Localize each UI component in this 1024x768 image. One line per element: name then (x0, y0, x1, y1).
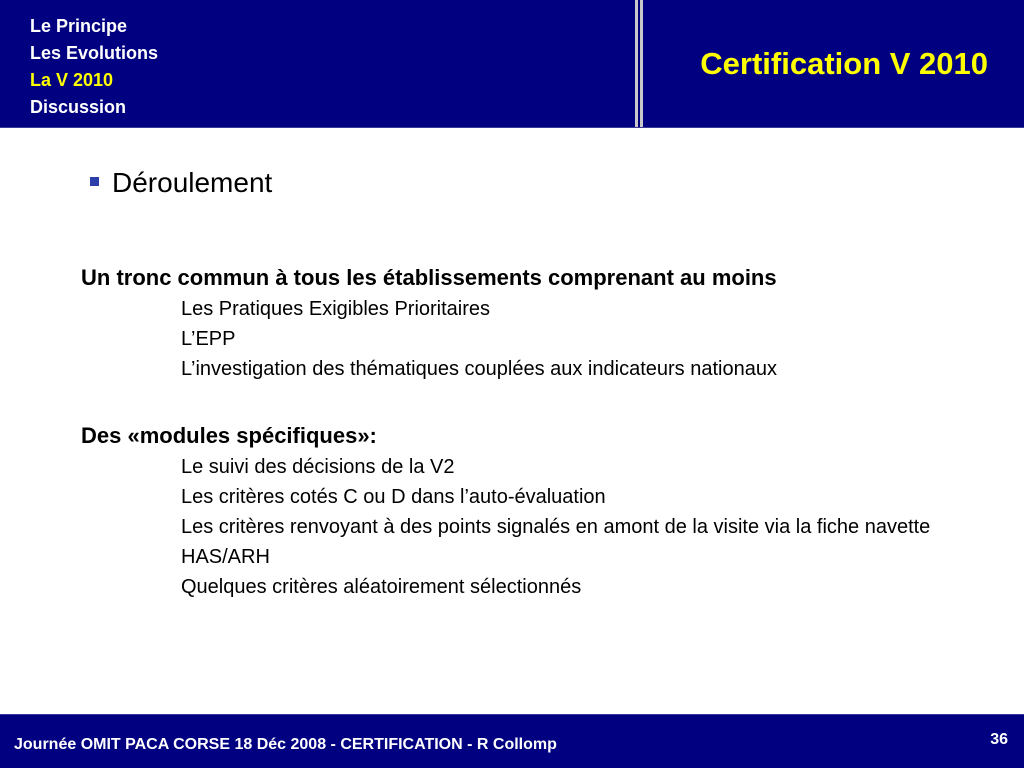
list-item: Le suivi des décisions de la V2 (181, 456, 455, 478)
main-bullet (90, 167, 272, 199)
header-band (0, 0, 1024, 128)
main-bullet-text: Déroulement (112, 167, 273, 198)
section-heading: Un tronc commun à tous les établissements comprenant au moins (81, 265, 777, 290)
header-divider-left (635, 0, 638, 127)
nav-item-discussion[interactable]: Discussion (30, 97, 127, 117)
list-item: Les critères renvoyant à des points signalés en amont de la visite via la fiche navette HAS/ARH (181, 516, 931, 568)
section-heading: Des «modules spécifiques»: (81, 423, 377, 448)
footer-text: Journée OMIT PACA CORSE 18 Déc 2008 - CERTIFICATION - R Collomp (14, 736, 557, 753)
footer-band (0, 714, 1024, 768)
list-item: Quelques critères aléatoirement sélectionnés (181, 576, 582, 598)
square-bullet-icon (90, 177, 99, 186)
slide-title: Certification V 2010 (700, 46, 988, 81)
section-modules-specifiques (81, 420, 1001, 602)
section-tronc-commun (81, 262, 1001, 384)
list-item: L’EPP (181, 328, 236, 350)
list-item: L’investigation des thématiques couplées aux indicateurs nationaux (181, 358, 777, 380)
section-nav (30, 13, 158, 121)
list-item: Les Pratiques Exigibles Prioritaires (181, 298, 491, 320)
nav-item-la-v-2010[interactable]: La V 2010 (30, 70, 114, 90)
header-divider-right (640, 0, 643, 127)
nav-item-les-evolutions[interactable]: Les Evolutions (30, 43, 159, 63)
page-number: 36 (990, 731, 1008, 748)
nav-item-le-principe[interactable]: Le Principe (30, 16, 128, 36)
list-item: Les critères cotés C ou D dans l’auto-évaluation (181, 486, 606, 508)
